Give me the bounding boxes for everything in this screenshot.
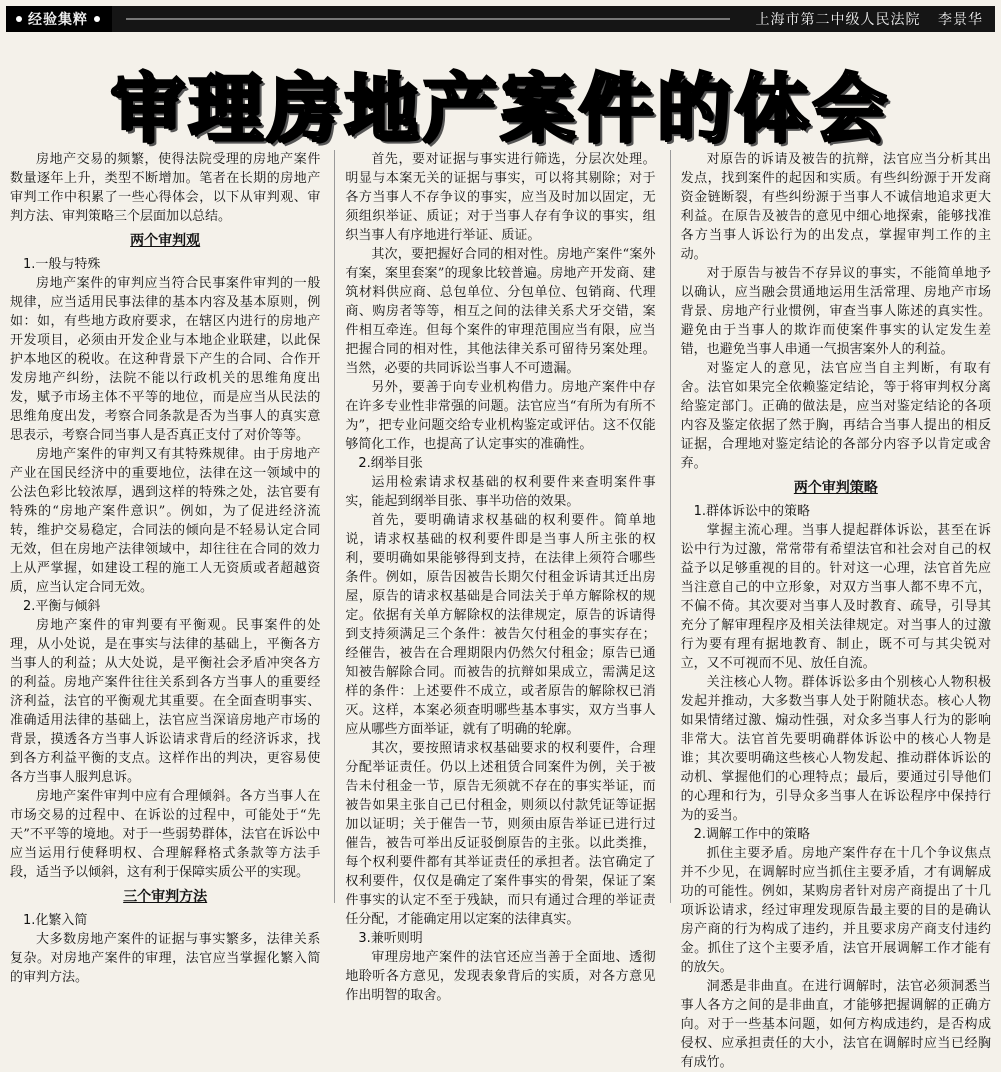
subheading: 2.纲举目张 bbox=[358, 456, 423, 471]
paragraph: 房地产案件的审判应当符合民事案件审判的一般规律，应当适用民事法律的基本内容及基本原则，例如：如，有些地方政府要求，在辖区内进行的房地产开发项目，必须由开发企业与本地企业联建，以此保护本地区的税收。在这种背景下产生的合同、合作开发房地产纠纷，法院不能以行政机关的思维角度出发，赋予市场主体不平等的地位，而是应当从民法的思维角度出发，考察合同条款是否为当事人的真实意思表示，考察合同当事人是否真正支付了对价等等。 bbox=[10, 276, 321, 443]
header-bar bbox=[6, 6, 995, 32]
paragraph: 房地产交易的频繁，使得法院受理的房地产案件数量逐年上升，类型不断增加。笔者在长期的房地产审判工作中积累了一些心得体会，以下从审判观、审判方法、审判策略三个层面加以总结。 bbox=[10, 152, 321, 224]
paragraph: 对鉴定人的意见，法官应当自主判断，有取有舍。法官如果完全依赖鉴定结论，等于将审判权分离给鉴定部门。正确的做法是，应当对鉴定结论的各项内容及鉴定依据了然于胸，再结合当事人提出的相反证据，合理地对鉴定结论的各部分内容予以肯定或舍弃。 bbox=[680, 361, 991, 471]
paragraph: 关注核心人物。群体诉讼多由个别核心人物积极发起并推动，大多数当事人处于附随状态。核心人物如果情绪过激、煽动性强，对众多当事人行为的影响非常大。法官首先要明确群体诉讼中的核心人物是谁；其次要明确这些核心人物发起、推动群体诉讼的动机、掌握他们的心理特点；最后，要通过引导他们的心理和行为，引导众多当事人在诉讼程序中保持行为的妥当。 bbox=[680, 675, 991, 823]
article-title: 审理房地产案件的体会 bbox=[110, 66, 891, 152]
paragraph: 其次，要把握好合同的相对性。房地产案件“案外有案，案里套案”的现象比较普遍。房地产开发商、建筑材料供应商、总包单位、分包单位、包销商、代理商、购房者等等，相互之间的法律关系犬牙交错，案件相互牵连。但每个案件的审理范围应当有限，应当把握合同的相对性，其他法律关系可留待另案处理。当然，必要的共同诉讼当事人不可遗漏。 bbox=[345, 247, 656, 376]
paragraph: 另外，要善于向专业机构借力。房地产案件中存在许多专业性非常强的问题。法官应当“有所为有所不为”，把专业问题交给专业机构鉴定或评估。这不仅能够简化工作，也提高了认定事实的准确性。 bbox=[345, 380, 656, 452]
paragraph: 房地产案件的审判要有平衡观。民事案件的处理，从小处说，是在事实与法律的基础上，平衡各方当事人的利益；从大处说，是平衡社会矛盾冲突各方的利益。房地产案件往往关系到各方当事人的重要经济利益，法官的平衡观尤其重要。在全面查明事实、准确适用法律的基础上，法官应当深谙房地产市场的背景，摸透各方当事人诉讼请求背后的经济诉求，找到各方利益平衡的支点。这样作出的判决，更容易使各方当事人服判息诉。 bbox=[10, 618, 321, 785]
paragraph: 其次，要按照请求权基础要求的权利要件，合理分配举证责任。仍以上述租赁合同案件为例，关于被告未付租金一节，原告无须就不存在的事实举证，而被告如果主张自己已付租金，则须以付款凭证等证据加以证明；关于催告一节，则须由原告举证已进行过催告，被告可举出反证驳倒原告的主张。以此类推，每个权利要件都有其举证责任的承担者。法官确定了权利要件，仅仅是确定了案件事实的骨架，保证了案件事实的认定不至于残缺，而只有通过合理的举证责任分配，才能确定用以定案的法律真实。 bbox=[345, 741, 656, 927]
subheading: 1.群体诉讼中的策略 bbox=[693, 504, 811, 519]
column-3 bbox=[670, 150, 991, 1070]
subheading: 1.化繁入简 bbox=[23, 913, 88, 928]
paragraph: 掌握主流心理。当事人提起群体诉讼，甚至在诉讼中行为过激，常常带有希望法官和社会对自己的权益予以足够重视的目的。针对这一心理，法官首先应当注意自己的中立形象，对双方当事人都不卑不亢，不偏不倚。其次要对当事人及时教育、疏导，引导其充分了解审理程序及相关法律规定。对当事人的过激行为要有理有据地教育、制止，既不可与其尖锐对立，又不可视而不见、放任自流。 bbox=[680, 523, 991, 671]
paragraph: 首先，要对证据与事实进行筛选，分层次处理。明显与本案无关的证据与事实，可以将其剔除；对于各方当事人不存争议的事实，应当及时加以固定，无须组织举证、质证；对于当事人存有争议的事实，组织当事人有序地进行举证、质证。 bbox=[345, 152, 656, 243]
article-body bbox=[10, 150, 991, 1070]
paragraph: 大多数房地产案件的证据与事实繁多，法律关系复杂。对房地产案件的审理，法官应当掌握化繁入简的审判方法。 bbox=[10, 932, 321, 985]
paragraph: 首先，要明确请求权基础的权利要件。简单地说，请求权基础的权利要件即是当事人所主张的权利，要明确如果能够得到支持，在法律上须符合哪些条件。例如，原告因被告长期欠付租金诉请其迁出房屋，原告的请求权基础是合同法关于单方解除权的规定。依据有关单方解除权的法律规定，原告的诉请得到支持须满足三个条件：被告欠付租金的事实存在；经催告，被告在合理期限内仍然欠付租金；原告已通知被告解除合同。而被告的抗辩如果成立，需满足这样的条件：上述要件不成立，或者原告的解除权已消灭。这样，本案必须查明哪些基本事实，双方当事人应从哪些方面举证，就有了明确的轮廓。 bbox=[345, 513, 656, 737]
section-heading: 两个审判策略 bbox=[793, 480, 878, 496]
column-2 bbox=[334, 150, 656, 1003]
column-name: 经验集粹 bbox=[28, 12, 88, 28]
header-rule bbox=[126, 18, 730, 20]
column-1 bbox=[10, 150, 321, 985]
paragraph: 审理房地产案件的法官还应当善于全面地、透彻地聆听各方意见，发现表象背后的实质，对各方意见作出明智的取舍。 bbox=[345, 950, 656, 1003]
paragraph: 房地产案件审判中应有合理倾斜。各方当事人在市场交易的过程中、在诉讼的过程中，可能处于“先天”不平等的境地。对于一些弱势群体，法官在诉讼中应当运用行使释明权、合理解释格式条款等方法手段，适当予以倾斜，这有利于保障实质公平的实现。 bbox=[10, 789, 321, 880]
byline bbox=[744, 9, 995, 29]
subheading: 2.调解工作中的策略 bbox=[693, 827, 811, 842]
court-name: 上海市第二中级人民法院 bbox=[755, 12, 921, 28]
column-tag bbox=[6, 6, 112, 32]
paragraph: 抓住主要矛盾。房地产案件存在十几个争议焦点并不少见，在调解时应当抓住主要矛盾，才有调解成功的可能性。例如，某购房者针对房产商提出了十几项诉讼请求，经过审理发现原告最主要的目的是确认房产商的行为构成了违约，并且要求房产商支付违约金。抓住了这个主要矛盾，法官开展调解工作才能有的放矢。 bbox=[680, 846, 991, 975]
paragraph: 房地产案件的审判又有其特殊规律。由于房地产产业在国民经济中的重要地位，法律在这一领域中的公法色彩比较浓厚，遇到这样的特殊之处，法官要有特殊的“房地产案件意识”。例如，为了促进经济流转，维护交易稳定，合同法的倾向是不轻易认定合同无效，但在房地产法律领域中，却往往在合同的效力上从严掌握，如建设工程的施工人无资质或者超越资质，应当认定合同无效。 bbox=[10, 447, 321, 595]
bullet-icon bbox=[94, 16, 100, 22]
paragraph: 对于原告与被告不存异议的事实，不能简单地予以确认，应当融会贯通地运用生活常理、房地产市场背景、房地产行业惯例，审查当事人陈述的真实性。避免由于当事人的欺诈而使案件事实的认定发生差错，也避免当事人串通一气损害案外人的利益。 bbox=[680, 266, 991, 357]
paragraph: 运用检索请求权基础的权利要件来查明案件事实，能起到纲举目张、事半功倍的效果。 bbox=[345, 475, 656, 509]
subheading: 3.兼听则明 bbox=[358, 931, 423, 946]
subheading: 1.一般与特殊 bbox=[23, 257, 101, 272]
paragraph: 洞悉是非曲直。在进行调解时，法官必须洞悉当事人各方之间的是非曲直，才能够把握调解的正确方向。对于一些基本问题，如何方构成违约，是否构成侵权、应承担责任的大小，法官在调解时应当已经胸有成竹。 bbox=[680, 979, 991, 1070]
paragraph: 对原告的诉请及被告的抗辩，法官应当分析其出发点，找到案件的起因和实质。有些纠纷源于开发商资金链断裂，有些纠纷源于当事人不诚信地追求更大利益。在原告及被告的意见中细心地探索，能够找准各方当事人诉讼行为的出发点，掌握审判工作的主动。 bbox=[680, 152, 991, 262]
bullet-icon bbox=[16, 16, 22, 22]
section-heading: 两个审判观 bbox=[130, 233, 201, 249]
subheading: 2.平衡与倾斜 bbox=[23, 599, 101, 614]
author-name: 李景华 bbox=[938, 12, 983, 28]
section-heading: 三个审判方法 bbox=[123, 889, 208, 905]
